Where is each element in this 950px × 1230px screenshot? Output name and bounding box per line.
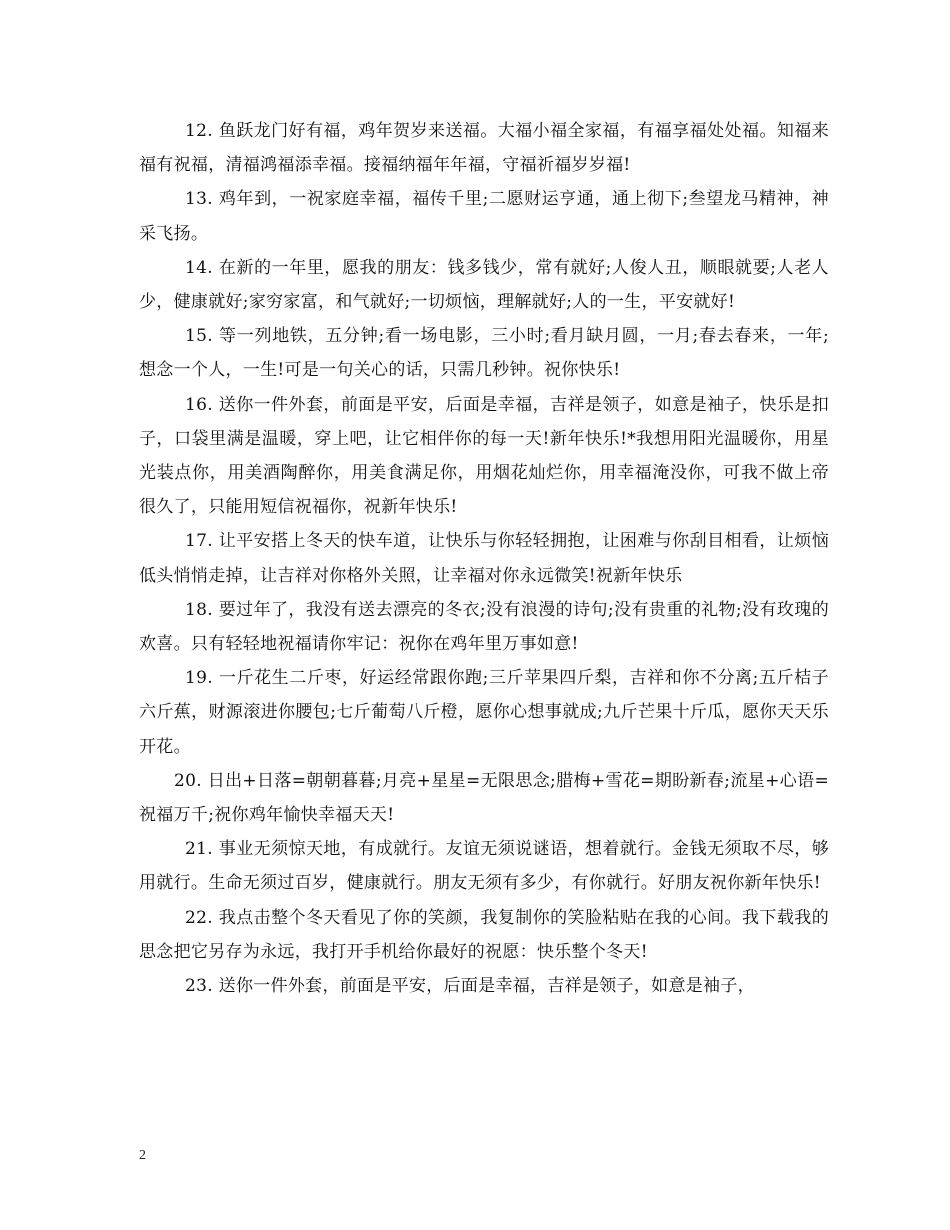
paragraph-18: 18. 要过年了，我没有送去漂亮的冬衣;没有浪漫的诗句;没有贵重的礼物;没有玫瑰的欢喜。只有轻轻地祝福请你牢记：祝你在鸡年里万事如意! — [139, 599, 829, 655]
document-body — [139, 114, 829, 1003]
paragraph-12: 12. 鱼跃龙门好有福，鸡年贺岁来送福。大福小福全家福，有福享福处处福。知福来福有祝福，清福鸿福添幸福。接福纳福年年福，守福祈福岁岁福! — [139, 121, 829, 176]
paragraph-20: 20. 日出+日落=朝朝暮暮;月亮+星星=无限思念;腊梅+雪花=期盼新春;流星+心语=祝福万千;祝你鸡年愉快幸福天天! — [139, 770, 829, 826]
paragraph-16: 16. 送你一件外套，前面是平安，后面是幸福，吉祥是领子，如意是袖子，快乐是扣子，口袋里满是温暖，穿上吧，让它相伴你的每一天!新年快乐!*我想用阳光温暖你，用星光装点你，用美酒陶醉你，用美食满足你，用烟花灿烂你，用幸福淹没你，可我不做上帝很久了，只能用短信祝福你，祝新年快乐! — [139, 394, 829, 518]
paragraph-22: 22. 我点击整个冬天看见了你的笑颜，我复制你的笑脸粘贴在我的心间。我下载我的思念把它另存为永远，我打开手机给你最好的祝愿：快乐整个冬天! — [139, 907, 829, 962]
paragraph-14: 14. 在新的一年里，愿我的朋友：钱多钱少，常有就好;人俊人丑，顺眼就要;人老人少，健康就好;家穷家富，和气就好;一切烦恼，理解就好;人的一生，平安就好! — [139, 257, 829, 313]
paragraph-23: 23. 送你一件外套，前面是平安，后面是幸福，吉祥是领子，如意是袖子， — [185, 976, 755, 997]
paragraph-19: 19. 一斤花生二斤枣，好运经常跟你跑;三斤苹果四斤梨，吉祥和你不分离;五斤桔子六斤蕉，财源滚进你腰包;七斤葡萄八斤橙，愿你心想事就成;九斤芒果十斤瓜，愿你天天乐开花。 — [139, 668, 829, 757]
paragraph-17: 17. 让平安搭上冬天的快车道，让快乐与你轻轻拥抱，让困难与你刮目相看，让烦恼低头悄悄走掉，让吉祥对你格外关照，让幸福对你永远微笑!祝新年快乐 — [139, 531, 829, 586]
paragraph-15: 15. 等一列地铁，五分钟;看一场电影，三小时;看月缺月圆，一月;春去春来，一年;想念一个人，一生!可是一句关心的话，只需几秒钟。祝你快乐! — [139, 326, 829, 381]
page-number: 2 — [139, 1148, 146, 1163]
paragraph-21: 21. 事业无须惊天地，有成就行。友谊无须说谜语，想着就行。金钱无须取不尽，够用就行。生命无须过百岁，健康就行。朋友无须有多少，有你就行。好朋友祝你新年快乐! — [139, 839, 829, 894]
paragraph-13: 13. 鸡年到，一祝家庭幸福，福传千里;二愿财运亨通，通上彻下;叁望龙马精神，神采飞扬。 — [139, 189, 829, 244]
